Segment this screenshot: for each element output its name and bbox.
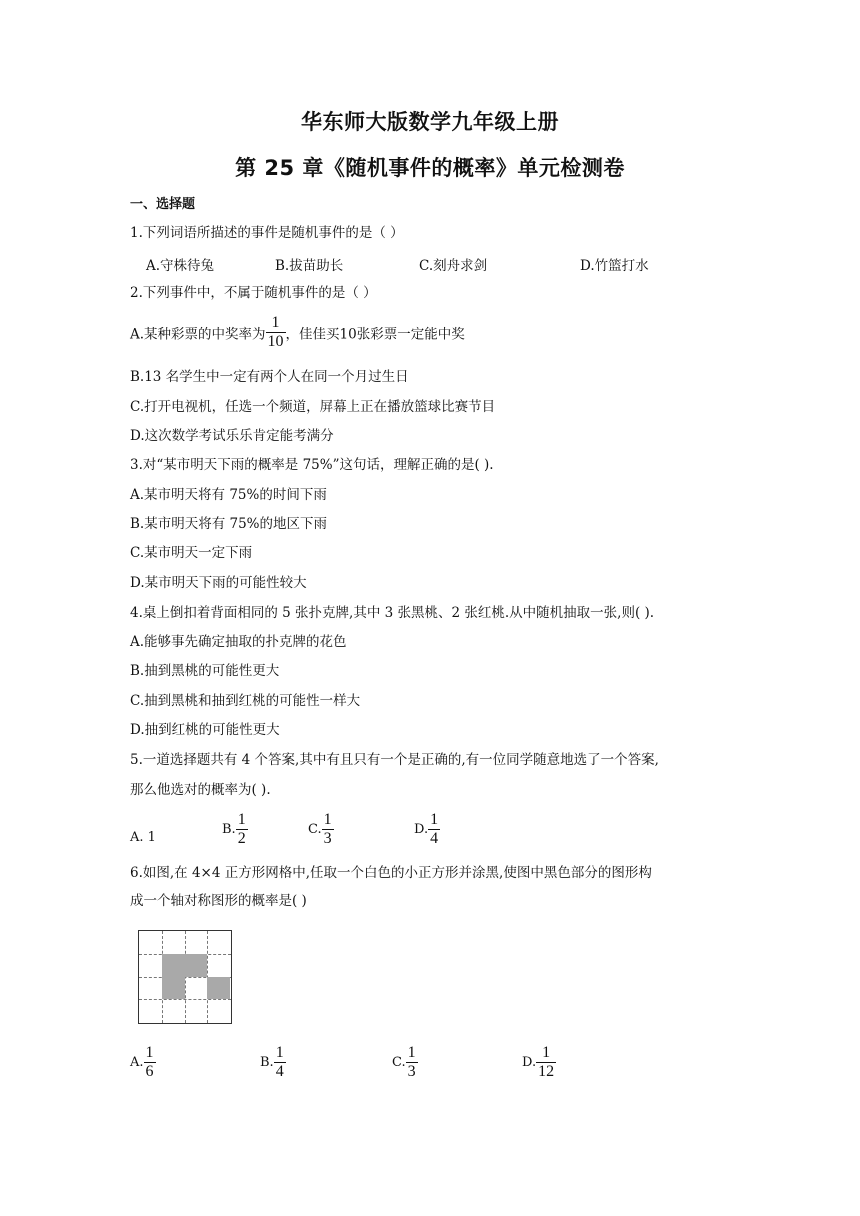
- fraction: [236, 811, 248, 848]
- question-1-option-d: D.竹篮打水: [580, 258, 649, 274]
- question-1-option-b: B.拔苗助长: [275, 258, 344, 274]
- fraction-denominator: 3: [407, 1063, 416, 1080]
- fraction: [266, 314, 286, 351]
- option-label: D.: [414, 822, 429, 837]
- question-6-option-a: [130, 1044, 156, 1081]
- question-1-option-a: A.守株待兔: [146, 258, 215, 274]
- fraction: [322, 811, 334, 848]
- question-5-option-d: [414, 811, 440, 848]
- option-text: ，佳佳买10张彩票一定能中奖: [285, 326, 465, 343]
- fraction-numerator: 1: [266, 314, 286, 333]
- fraction-denominator: 2: [237, 830, 246, 847]
- option-label: C.: [392, 1055, 406, 1070]
- question-6-stem-line-1: 6.如图,在 4×4 正方形网格中,任取一个白色的小正方形并涂黑,使图中黑色部分的图形构: [130, 865, 652, 881]
- question-2-stem: 2.下列事件中，不属于随机事件的是（ ）: [130, 285, 377, 301]
- fraction: [536, 1044, 556, 1081]
- document-subtitle: 第 25 章《随机事件的概率》单元检测卷: [235, 156, 625, 180]
- shaded-cell: [185, 954, 208, 977]
- option-label: B.: [260, 1055, 274, 1070]
- fraction: [428, 811, 440, 848]
- option-label: C.: [308, 822, 322, 837]
- question-5-stem-line-2: 那么他选对的概率为( ).: [130, 782, 271, 798]
- question-2-option-c: C.打开电视机，任选一个频道，屏幕上正在播放篮球比赛节目: [130, 399, 496, 415]
- question-1-option-c: C.刻舟求剑: [419, 258, 488, 274]
- fraction-numerator: 1: [536, 1044, 556, 1063]
- option-label: D.: [522, 1055, 537, 1070]
- fraction-denominator: 10: [267, 333, 284, 350]
- fraction-numerator: 1: [323, 811, 332, 828]
- fraction: [274, 1044, 286, 1081]
- question-4-option-b: B.抽到黑桃的可能性更大: [130, 663, 280, 679]
- question-3-stem: 3.对“某市明天下雨的概率是 75%”这句话，理解正确的是( ).: [130, 457, 494, 473]
- question-4-stem: 4.桌上倒扣着背面相同的 5 张扑克牌,其中 3 张黑桃、2 张红桃.从中随机抽取一张,则( ).: [130, 605, 655, 621]
- shaded-cell: [207, 977, 230, 1000]
- fraction: [144, 1044, 156, 1081]
- fraction-denominator: 3: [323, 830, 332, 847]
- shaded-cell: [162, 954, 185, 977]
- question-3-option-a: A.某市明天将有 75%的时间下雨: [130, 487, 327, 503]
- question-3-option-d: D.某市明天下雨的可能性较大: [130, 575, 307, 591]
- question-5-stem-line-1: 5.一道选择题共有 4 个答案,其中有且只有一个是正确的,有一位同学随意地选了一个答案,: [130, 752, 659, 768]
- question-2-option-d: D.这次数学考试乐乐肯定能考满分: [130, 428, 334, 444]
- question-2-option-b: B.13 名学生中一定有两个人在同一个月过生日: [130, 369, 409, 385]
- fraction-numerator: 1: [237, 811, 246, 828]
- section-heading: 一、选择题: [130, 197, 196, 212]
- document-title: 华东师大版数学九年级上册: [301, 110, 559, 134]
- question-3-option-b: B.某市明天将有 75%的地区下雨: [130, 516, 328, 532]
- question-4-option-c: C.抽到黑桃和抽到红桃的可能性一样大: [130, 693, 361, 709]
- question-6-stem-line-2: 成一个轴对称图形的概率是( ): [130, 893, 307, 909]
- question-4-option-d: D.抽到红桃的可能性更大: [130, 722, 280, 738]
- fraction-denominator: 6: [145, 1063, 154, 1080]
- question-4-option-a: A.能够事先确定抽取的扑克牌的花色: [130, 634, 347, 650]
- fraction-numerator: 1: [430, 811, 439, 828]
- question-5-option-c: [308, 811, 334, 848]
- option-label: A.: [130, 1055, 144, 1070]
- shaded-cell: [162, 977, 185, 1000]
- option-text: A.某种彩票的中奖率为: [130, 326, 266, 343]
- fraction-denominator: 4: [275, 1063, 284, 1080]
- fraction-numerator: 1: [407, 1044, 416, 1061]
- fraction-denominator: 12: [538, 1063, 555, 1080]
- grid-line: [139, 999, 231, 1000]
- question-3-option-c: C.某市明天一定下雨: [130, 545, 253, 561]
- option-label: B.: [222, 822, 236, 837]
- question-6-option-b: [260, 1044, 286, 1081]
- fraction-denominator: 4: [430, 830, 439, 847]
- question-6-option-d: [522, 1044, 556, 1081]
- question-5-option-b: [222, 811, 248, 848]
- question-1-stem: 1.下列词语所描述的事件是随机事件的是（ ）: [130, 225, 404, 241]
- question-6-option-c: [392, 1044, 418, 1081]
- square-grid-figure: [138, 930, 232, 1024]
- question-5-option-a: A. 1: [130, 830, 156, 845]
- fraction: [406, 1044, 418, 1081]
- fraction-numerator: 1: [275, 1044, 284, 1061]
- question-2-option-a: [130, 314, 465, 351]
- fraction-numerator: 1: [145, 1044, 154, 1061]
